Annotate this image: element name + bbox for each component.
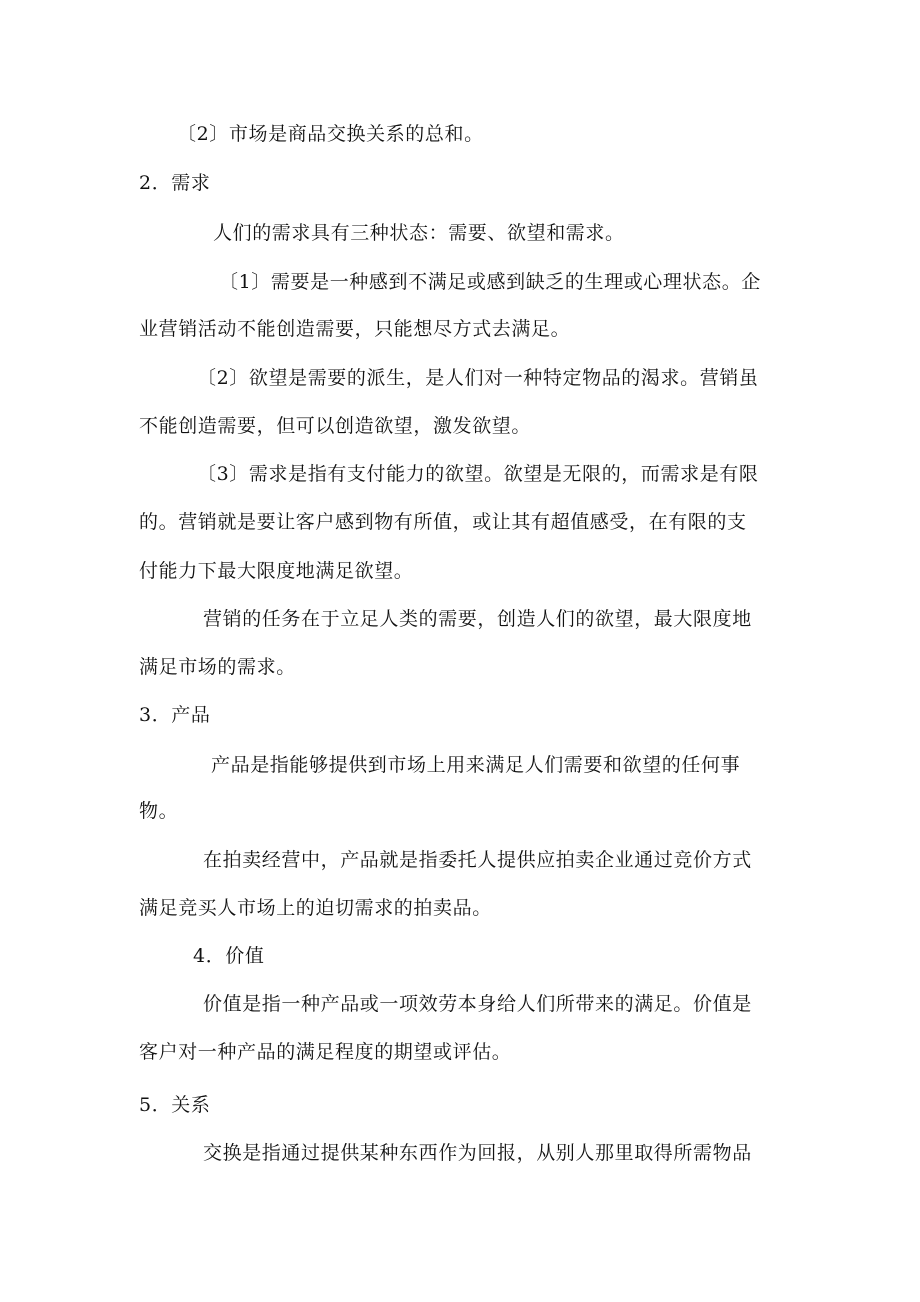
- paragraph-line: 的。营销就是要让客户感到物有所值，或让其有超值感受，在有限的支: [139, 511, 747, 533]
- paragraph-line: 价值是指一种产品或一项效劳本身给人们所带来的满足。价值是: [203, 993, 752, 1015]
- section-heading: 3．产品: [139, 704, 211, 726]
- section-heading: 2．需求: [139, 172, 211, 194]
- paragraph-line: 人们的需求具有三种状态：需要、欲望和需求。: [213, 222, 625, 244]
- paragraph-line: 满足市场的需求。: [139, 656, 296, 678]
- section-heading: 5．关系: [139, 1094, 211, 1116]
- paragraph-line: 营销的任务在于立足人类的需要，创造人们的欲望，最大限度地: [203, 608, 752, 630]
- paragraph-line: 在拍卖经营中，产品就是指委托人提供应拍卖企业通过竞价方式: [203, 849, 752, 871]
- paragraph-line: 〔3〕需求是指有支付能力的欲望。欲望是无限的，而需求是有限: [197, 463, 759, 485]
- paragraph-line: 〔2〕市场是商品交换关系的总和。: [177, 123, 484, 145]
- paragraph-line: 业营销活动不能创造需要，只能想尽方式去满足。: [139, 318, 571, 340]
- paragraph-line: 满足竞买人市场上的迫切需求的拍卖品。: [139, 897, 492, 919]
- paragraph-line: 〔2〕欲望是需要的派生，是人们对一种特定物品的渴求。营销虽: [197, 367, 759, 389]
- paragraph-line: 付能力下最大限度地满足欲望。: [139, 560, 414, 582]
- section-heading: 4．价值: [193, 945, 265, 967]
- paragraph-line: 交换是指通过提供某种东西作为回报，从别人那里取得所需物品: [203, 1142, 752, 1164]
- paragraph-line: 产品是指能够提供到市场上用来满足人们需要和欲望的任何事: [211, 754, 741, 776]
- paragraph-line: 不能创造需要，但可以创造欲望，激发欲望。: [139, 415, 532, 437]
- paragraph-line: 客户对一种产品的满足程度的期望或评估。: [139, 1041, 512, 1063]
- paragraph-line: 〔1〕需要是一种感到不满足或感到缺乏的生理或心理状态。企: [219, 271, 761, 293]
- paragraph-line: 物。: [139, 800, 179, 822]
